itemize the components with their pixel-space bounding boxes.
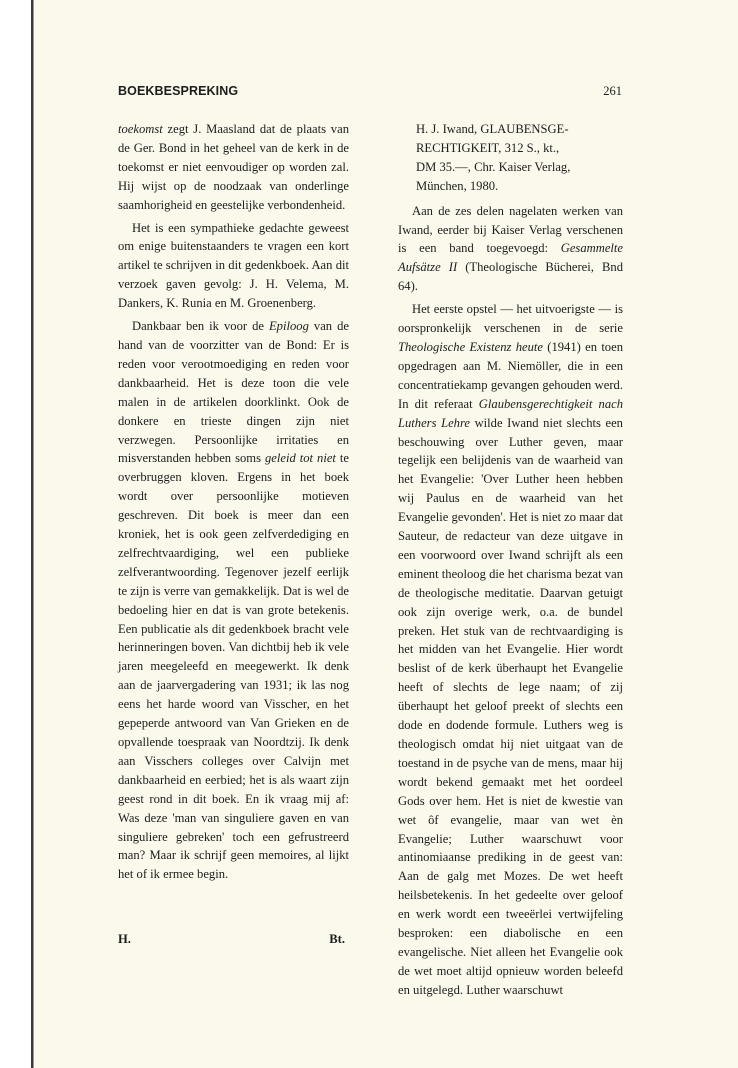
reference-line: RECHTIGKEIT, 312 S., kt.,	[416, 140, 560, 155]
italic-text: Glaubensgerechtigkeit nach Luthers Lehre	[398, 396, 624, 430]
left-paragraph-2: Het is een sympathieke gedachte geweest om enige buitenstaanders te vragen een kort artikel te schrijven in dit gedenkboek. Aan dit verzoek gaven gevolg: J. H. Velema, M. Dankers, K. Runia en M. Groenenberg.	[118, 220, 349, 311]
paragraph-text: wilde Iwand niet slechts een beschouwing over Luther geven, maar tegelijk een belijdenis van de waarheid van het Evangelie: 'Over Luther heen hebben wij Paulus en de waarheid van het Evangelie gevonden'. Het is niet zo maar dat Sauteur, de redacteur van deze uitgave in een voorwoord over Iwand schrijft als een eminent theoloog die het charisma bezat van de theologische meditatie. Daarvan getuigt ook zijn overige werk, o.a. de bundel preken. Het stuk van de rechtvaardiging is het midden van het Evangelie. Hier wordt beslist of de kerk überhaupt het Evangelie heeft of slechts de lege naam; of zij überhaupt het geloof preekt of slechts een dode en dodende formule. Luthers weg is theologisch omdat hij niet uitgaat van de toestand in de psyche van de mens, maar hij wordt bekend gemaakt met het oordeel Gods over hem. Het is niet de kwestie van wet ôf evangelie, maar van wet èn Evangelie; Luther waarschuwt voor antinomiaanse prediking in de geest van: Aan de galg met Mozes. De wet heeft heilsbetekenis. In het gedeelte over geloof en werk wordt een tweeërlei vertwijfeling besproken: een diabolische en een evangelische. Niet alleen het Evangelie ook de wet moet altijd opnieuw worden beleefd en uitgelegd. Luther waarschuwt	[398, 415, 623, 997]
running-header: BOEKBESPREKING	[118, 84, 239, 98]
paragraph-text: Dankbaar ben ik voor de	[132, 319, 269, 334]
paragraph-text: te overbruggen kloven. Ergens in het boek wordt over persoonlijke motieven geschreven. Dit boek is meer dan een kroniek, het is ook geen zelfverdediging en zelfrechtvaardiging, wel een publieke zelfverantwoording. Tegenover jezelf eerlijk te zijn is verre van gemakkelijk. Dat is wel de bedoeling hier en dat is van grote betekenis. Een publicatie als dit gedenkboek bracht vele herinneringen boven. Van dichtbij heb ik vele jaren meegeleefd en meegewerkt. Ik denk aan de jaarvergadering van 1931; ik las nog eens het harde woord van Visscher, en het gepeperde antwoord van Van Grieken en de opvallende toespraak van Noordtzij. Ik denk aan Visschers colleges over Calvijn met dankbaarheid en eerbied; het is als waart zijn geest rond in dit boek. En ik vraag mij af: Was deze 'man van singuliere gaven en van singuliere gebreken' toch een gefrustreerd man? Maar ik schrijf geen memoires, al lijkt het of ik ermee begin.	[118, 451, 350, 882]
reference-line: DM 35.—, Chr. Kaiser Verlag,	[416, 159, 571, 174]
italic-text: Gesammelte Aufsätze II	[398, 241, 623, 275]
paragraph-text: Aan de zes delen nagelaten werken van Iwand, eerder bij Kaiser Verlag verschenen is een band toegevoegd:	[398, 203, 623, 256]
right-column	[398, 120, 623, 1004]
left-paragraph-1	[118, 120, 349, 215]
italic-text: geleid tot niet	[264, 451, 336, 466]
paragraph-text: (1941) en toen opgedragen aan M. Niemöller, die in een concentratiekamp gevangen gehouden werd. In dit referaat	[398, 339, 623, 411]
reference-line: H. J. Iwand, GLAUBENSGE-	[416, 122, 569, 136]
left-column	[118, 120, 349, 888]
left-paragraph-3	[118, 317, 349, 884]
right-paragraph-1	[398, 202, 623, 297]
italic-text: Epiloog	[268, 319, 309, 334]
right-paragraph-2	[398, 300, 623, 1000]
book-reference	[398, 120, 623, 196]
italic-text: Theologische Existenz heute	[398, 339, 543, 354]
paragraph-text: Het eerste opstel — het uitvoerigste — is oorspronkelijk verschenen in de serie	[398, 302, 623, 336]
page-edge	[0, 0, 34, 1068]
signature-surname: Bt.	[329, 932, 345, 946]
paragraph-text: (Theologische Bücherei, Bnd 64).	[398, 260, 623, 294]
paragraph-text: zegt J. Maasland dat de plaats van de Ger. Bond in het geheel van de kerk in de toekomst er niet eenvoudiger op worden zal. Hij wijst op de noodzaak van onderlinge saamhorigheid en geestelijke verbondenheid.	[118, 122, 349, 212]
signature-initial: H.	[118, 932, 131, 946]
reference-line: München, 1980.	[416, 178, 499, 193]
italic-text: toekomst	[118, 122, 163, 136]
paragraph-text: van de hand van de voorzitter van de Bond: Er is reden voor verootmoediging en reden voor dankbaarheid. Het is deze toon die vele malen in de artikelen doorklinkt. Ook de donkere en trieste dingen zijn niet verzwegen. Persoonlijke irritaties en misverstanden hebben soms	[118, 319, 349, 466]
page-number: 261	[603, 84, 622, 98]
